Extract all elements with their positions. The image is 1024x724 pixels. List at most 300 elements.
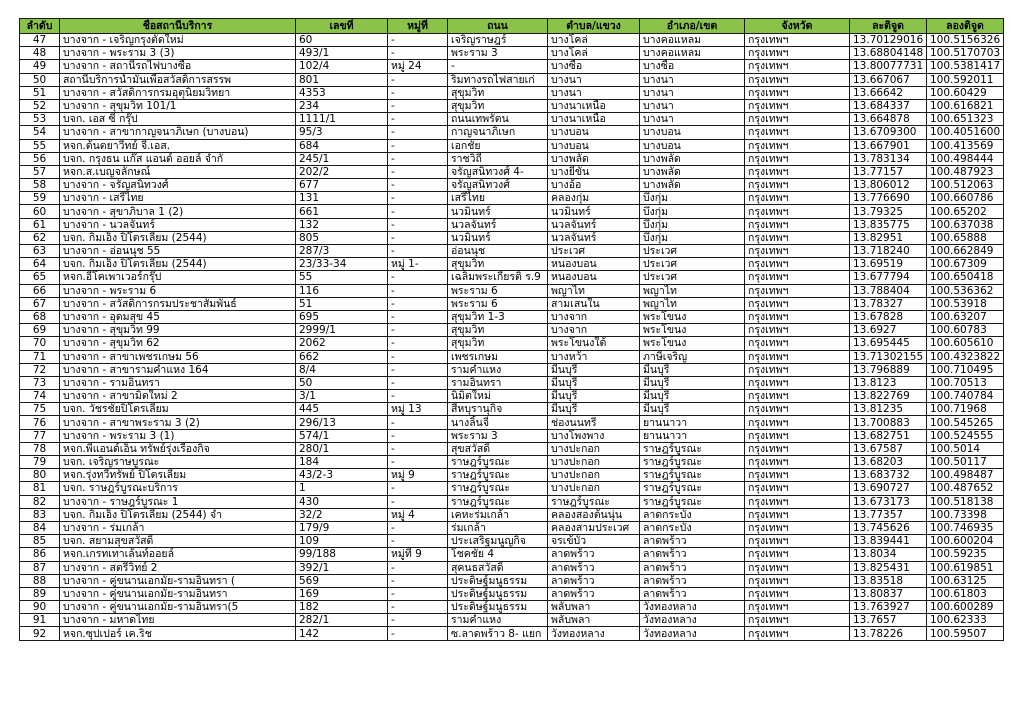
cell-no: 72 [20, 363, 60, 376]
cell-district: ลาดพร้าว [640, 548, 745, 561]
cell-road: สุคนธสวัสดิ์ [448, 561, 548, 574]
table-row [20, 614, 1004, 627]
cell-district: มีนบุรี [640, 403, 745, 416]
cell-no: 47 [20, 34, 60, 47]
cell-moo: - [388, 614, 448, 627]
cell-province: กรุงเทพฯ [745, 482, 850, 495]
table-row [20, 508, 1004, 521]
cell-name: บางจาก - ราษฎร์บูรณะ 1 [60, 495, 296, 508]
cell-district: ลาดพร้าว [640, 574, 745, 587]
cell-moo: - [388, 337, 448, 350]
cell-moo: - [388, 627, 448, 640]
cell-province: กรุงเทพฯ [745, 205, 850, 218]
cell-house-number: 184 [296, 456, 388, 469]
cell-lng: 100.50117 [927, 456, 1004, 469]
cell-lat: 13.67587 [850, 442, 927, 455]
cell-province: กรุงเทพฯ [745, 337, 850, 350]
cell-house-number: 1 [296, 482, 388, 495]
cell-subdistrict: บางโพงพาง [548, 429, 640, 442]
cell-subdistrict: มีนบุรี [548, 363, 640, 376]
cell-house-number: 677 [296, 179, 388, 192]
cell-house-number: 102/4 [296, 60, 388, 73]
cell-province: กรุงเทพฯ [745, 271, 850, 284]
cell-house-number: 32/2 [296, 508, 388, 521]
cell-name: บางจาก - จรัญสนิทวงศ์ [60, 179, 296, 192]
table-row [20, 403, 1004, 416]
cell-lat: 13.683732 [850, 469, 927, 482]
cell-no: 50 [20, 73, 60, 86]
table-row [20, 179, 1004, 192]
cell-province: กรุงเทพฯ [745, 73, 850, 86]
cell-moo: - [388, 482, 448, 495]
cell-house-number: 142 [296, 627, 388, 640]
cell-no: 88 [20, 574, 60, 587]
cell-house-number: 2062 [296, 337, 388, 350]
cell-name: บางจาก - อ่อนนุช 55 [60, 245, 296, 258]
cell-moo: - [388, 86, 448, 99]
cell-subdistrict: คลองสามประเวศ [548, 521, 640, 534]
cell-lat: 13.66642 [850, 86, 927, 99]
cell-name: บางจาก - สตรีวิทย์ 2 [60, 561, 296, 574]
cell-district: พญาไท [640, 297, 745, 310]
cell-house-number: 202/2 [296, 165, 388, 178]
cell-subdistrict: บางจาก [548, 324, 640, 337]
cell-road: ร่มเกล้า [448, 521, 548, 534]
cell-lng: 100.61803 [927, 587, 1004, 600]
cell-lat: 13.79325 [850, 205, 927, 218]
cell-lng: 100.67309 [927, 258, 1004, 271]
cell-house-number: 95/3 [296, 126, 388, 139]
cell-name: บางจาก - มหาดไทย [60, 614, 296, 627]
cell-road: ประดิษฐ์มนูธรรม [448, 601, 548, 614]
cell-road: นวมินทร์ [448, 231, 548, 244]
cell-subdistrict: บางจาก [548, 310, 640, 323]
cell-province: กรุงเทพฯ [745, 152, 850, 165]
cell-house-number: 3/1 [296, 390, 388, 403]
cell-lng: 100.65888 [927, 231, 1004, 244]
cell-house-number: 43/2-3 [296, 469, 388, 482]
cell-road: สุขุมวิท 1-3 [448, 310, 548, 323]
cell-moo: - [388, 297, 448, 310]
cell-lat: 13.667901 [850, 139, 927, 152]
cell-lng: 100.662849 [927, 245, 1004, 258]
cell-house-number: 132 [296, 218, 388, 231]
cell-lat: 13.682751 [850, 429, 927, 442]
cell-province: กรุงเทพฯ [745, 231, 850, 244]
cell-road: สุขุมวิท [448, 258, 548, 271]
table-row [20, 34, 1004, 47]
cell-lng: 100.498444 [927, 152, 1004, 165]
cell-district: บางพลัด [640, 179, 745, 192]
cell-road: ราษฎร์บูรณะ [448, 495, 548, 508]
cell-name: บางจาก - พระราม 3 (1) [60, 429, 296, 442]
cell-province: กรุงเทพฯ [745, 113, 850, 126]
cell-moo: - [388, 310, 448, 323]
cell-moo: - [388, 218, 448, 231]
cell-no: 77 [20, 429, 60, 442]
cell-road: ประดิษฐ์มนูธรรม [448, 574, 548, 587]
cell-moo: - [388, 574, 448, 587]
cell-house-number: 109 [296, 535, 388, 548]
cell-house-number: 116 [296, 284, 388, 297]
cell-name: บางจาก - สุขุมวิท 62 [60, 337, 296, 350]
cell-lng: 100.413569 [927, 139, 1004, 152]
column-header-lat: ละติจูด [850, 19, 927, 34]
cell-house-number: 662 [296, 350, 388, 363]
table-row [20, 165, 1004, 178]
cell-name: บางจาก - นวลจันทร์ [60, 218, 296, 231]
table-row [20, 601, 1004, 614]
column-header-house-number: เลขที่ [296, 19, 388, 34]
cell-district: พระโขนง [640, 310, 745, 323]
table-row [20, 47, 1004, 60]
cell-lat: 13.70129016 [850, 34, 927, 47]
cell-moo: - [388, 205, 448, 218]
table-row [20, 139, 1004, 152]
cell-house-number: 234 [296, 99, 388, 112]
cell-moo: - [388, 535, 448, 548]
cell-road: จรัญสนิทวงศ์ 4- [448, 165, 548, 178]
station-table [19, 18, 1004, 641]
table-row [20, 376, 1004, 389]
cell-province: กรุงเทพฯ [745, 429, 850, 442]
cell-house-number: 282/1 [296, 614, 388, 627]
cell-subdistrict: บางอ้อ [548, 179, 640, 192]
cell-moo: - [388, 561, 448, 574]
cell-name: บางจาก - พระราม 3 (3) [60, 47, 296, 60]
cell-subdistrict: คลองสองต้นนุ่น [548, 508, 640, 521]
cell-name: บางจาก - รามอินทรา [60, 376, 296, 389]
cell-no: 66 [20, 284, 60, 297]
cell-province: กรุงเทพฯ [745, 521, 850, 534]
cell-province: กรุงเทพฯ [745, 324, 850, 337]
cell-province: กรุงเทพฯ [745, 34, 850, 47]
cell-lng: 100.63125 [927, 574, 1004, 587]
cell-road: - [448, 60, 548, 73]
cell-name: หจก.ต้นตยาวีทย์ จี.เอส. [60, 139, 296, 152]
cell-name: บางจาก - สวัสดิการกรมอุตุนิยมวิทยา [60, 86, 296, 99]
cell-province: กรุงเทพฯ [745, 390, 850, 403]
cell-moo: - [388, 495, 448, 508]
cell-district: บางนา [640, 99, 745, 112]
cell-province: กรุงเทพฯ [745, 587, 850, 600]
cell-province: กรุงเทพฯ [745, 614, 850, 627]
cell-subdistrict: บางหว้า [548, 350, 640, 363]
cell-subdistrict: บางโคล่ [548, 34, 640, 47]
cell-subdistrict: บางโคล่ [548, 47, 640, 60]
cell-name: บางจาก - สุขาภิบาล 1 (2) [60, 205, 296, 218]
cell-name: บางจาก - สาขารามคำแหง 164 [60, 363, 296, 376]
cell-subdistrict: บางนา [548, 86, 640, 99]
cell-district: มีนบุรี [640, 376, 745, 389]
cell-house-number: 8/4 [296, 363, 388, 376]
cell-no: 69 [20, 324, 60, 337]
cell-road: ริมทางรถไฟสายเก่ [448, 73, 548, 86]
cell-lng: 100.746935 [927, 521, 1004, 534]
cell-district: พระโขนง [640, 324, 745, 337]
column-header-district: อำเภอ/เขต [640, 19, 745, 34]
cell-province: กรุงเทพฯ [745, 535, 850, 548]
cell-subdistrict: หนองบอน [548, 271, 640, 284]
cell-name: หจก.ซุปเปอร์ เค.ริช [60, 627, 296, 640]
cell-lat: 13.690727 [850, 482, 927, 495]
cell-road: พระราม 6 [448, 284, 548, 297]
cell-province: กรุงเทพฯ [745, 442, 850, 455]
table-row [20, 574, 1004, 587]
cell-road: เฉลิมพระเกียรติ ร.9 [448, 271, 548, 284]
cell-road: สุขสวัสดิ์ [448, 442, 548, 455]
cell-name: บางจาก - เจริญกรุงตัดใหม่ [60, 34, 296, 47]
table-row [20, 73, 1004, 86]
cell-district: ประเวศ [640, 271, 745, 284]
table-row [20, 587, 1004, 600]
cell-road: รามคำแหง [448, 614, 548, 627]
cell-name: บางจาก - สาขาพระราม 3 (2) [60, 416, 296, 429]
cell-no: 59 [20, 192, 60, 205]
cell-lat: 13.783134 [850, 152, 927, 165]
cell-subdistrict: บางปะกอก [548, 456, 640, 469]
cell-province: กรุงเทพฯ [745, 403, 850, 416]
cell-lat: 13.776690 [850, 192, 927, 205]
cell-district: บางพลัด [640, 165, 745, 178]
cell-lat: 13.81235 [850, 403, 927, 416]
cell-lat: 13.80077731 [850, 60, 927, 73]
cell-house-number: 430 [296, 495, 388, 508]
cell-subdistrict: มีนบุรี [548, 390, 640, 403]
cell-road: ประดิษฐ์มนูธรรม [448, 587, 548, 600]
cell-lat: 13.6709300 [850, 126, 927, 139]
cell-name: หจก.ส.เบญจลักษณ์ [60, 165, 296, 178]
cell-moo: - [388, 192, 448, 205]
cell-lng: 100.740784 [927, 390, 1004, 403]
cell-lng: 100.487652 [927, 482, 1004, 495]
cell-district: ภาษีเจริญ [640, 350, 745, 363]
cell-house-number: 574/1 [296, 429, 388, 442]
column-header-province: จังหวัด [745, 19, 850, 34]
cell-lng: 100.605610 [927, 337, 1004, 350]
cell-subdistrict: ประเวศ [548, 245, 640, 258]
cell-moo: - [388, 521, 448, 534]
cell-moo: - [388, 601, 448, 614]
cell-road: ซ.ลาดพร้าว 8- แยก [448, 627, 548, 640]
cell-district: มีนบุรี [640, 390, 745, 403]
cell-subdistrict: บางบอน [548, 126, 640, 139]
cell-moo: - [388, 113, 448, 126]
cell-district: วังทองหลาง [640, 614, 745, 627]
cell-district: บางนา [640, 113, 745, 126]
cell-house-number: 287/3 [296, 245, 388, 258]
cell-name: หจก.อีโคเพาเวอร์กรุ๊ป [60, 271, 296, 284]
cell-lng: 100.512063 [927, 179, 1004, 192]
cell-moo: - [388, 390, 448, 403]
column-header-moo: หมู่ที่ [388, 19, 448, 34]
cell-lat: 13.8123 [850, 376, 927, 389]
cell-name: บางจาก - คู่ขนานเอกมัย-รามอินทรา(5 [60, 601, 296, 614]
cell-subdistrict: บางบอน [548, 139, 640, 152]
cell-district: ราษฎร์บูรณะ [640, 456, 745, 469]
cell-house-number: 182 [296, 601, 388, 614]
cell-district: พระโขนง [640, 337, 745, 350]
cell-lat: 13.788404 [850, 284, 927, 297]
cell-name: หจก.เกรทเทาเล้นท์ออยล์ [60, 548, 296, 561]
cell-house-number: 169 [296, 587, 388, 600]
cell-lat: 13.700883 [850, 416, 927, 429]
cell-subdistrict: บางซื่อ [548, 60, 640, 73]
cell-district: ลาดกระบัง [640, 508, 745, 521]
table-body [20, 34, 1004, 641]
cell-lng: 100.651323 [927, 113, 1004, 126]
cell-subdistrict: ช่องนนทรี [548, 416, 640, 429]
cell-name: บางจาก - สุขุมวิท 99 [60, 324, 296, 337]
cell-lat: 13.78327 [850, 297, 927, 310]
table-row [20, 113, 1004, 126]
cell-lng: 100.487923 [927, 165, 1004, 178]
cell-road: สุขุมวิท [448, 324, 548, 337]
cell-name: บจก. กิมเอ็ง ปิโตรเลียม (2544) [60, 258, 296, 271]
cell-no: 63 [20, 245, 60, 258]
cell-moo: - [388, 284, 448, 297]
cell-subdistrict: นวลจันทร์ [548, 231, 640, 244]
cell-district: ราษฎร์บูรณะ [640, 495, 745, 508]
cell-no: 85 [20, 535, 60, 548]
cell-road: นิมิตใหม่ [448, 390, 548, 403]
column-header-road: ถนน [448, 19, 548, 34]
cell-lng: 100.536362 [927, 284, 1004, 297]
cell-name: บจก. กิมเอ็ง ปิโตรเลียม (2544) [60, 231, 296, 244]
cell-lng: 100.73398 [927, 508, 1004, 521]
cell-no: 65 [20, 271, 60, 284]
cell-district: วังทองหลาง [640, 627, 745, 640]
cell-province: กรุงเทพฯ [745, 126, 850, 139]
table-row [20, 152, 1004, 165]
cell-lat: 13.835775 [850, 218, 927, 231]
table-row [20, 284, 1004, 297]
cell-moo: - [388, 126, 448, 139]
column-header-name: ชื่อสถานีบริการ [60, 19, 296, 34]
table-row [20, 205, 1004, 218]
cell-house-number: 55 [296, 271, 388, 284]
cell-name: หจก.รุ่งทวีทรัพย์ ปิโตรเลียม [60, 469, 296, 482]
cell-province: กรุงเทพฯ [745, 139, 850, 152]
cell-lng: 100.65202 [927, 205, 1004, 218]
cell-province: กรุงเทพฯ [745, 297, 850, 310]
cell-subdistrict: นวมินทร์ [548, 205, 640, 218]
cell-district: บางนา [640, 86, 745, 99]
cell-subdistrict: มีนบุรี [548, 376, 640, 389]
cell-lng: 100.545265 [927, 416, 1004, 429]
cell-house-number: 99/188 [296, 548, 388, 561]
cell-road: นวมินทร์ [448, 205, 548, 218]
cell-lat: 13.822769 [850, 390, 927, 403]
cell-moo: - [388, 165, 448, 178]
cell-district: ลาดพร้าว [640, 535, 745, 548]
cell-no: 62 [20, 231, 60, 244]
cell-road: ราชวิถี [448, 152, 548, 165]
cell-house-number: 245/1 [296, 152, 388, 165]
table-row [20, 350, 1004, 363]
cell-district: ลาดพร้าว [640, 587, 745, 600]
table-row [20, 126, 1004, 139]
cell-moo: - [388, 587, 448, 600]
cell-lng: 100.60429 [927, 86, 1004, 99]
cell-subdistrict: ลาดพร้าว [548, 587, 640, 600]
cell-house-number: 280/1 [296, 442, 388, 455]
cell-no: 87 [20, 561, 60, 574]
station-table-sheet [19, 18, 1004, 641]
cell-moo: - [388, 245, 448, 258]
cell-lng: 100.59507 [927, 627, 1004, 640]
cell-lng: 100.62333 [927, 614, 1004, 627]
cell-road: พระราม 6 [448, 297, 548, 310]
cell-name: สถานีบริการน้ำมันเพื่อสวัสดิการสรรพ [60, 73, 296, 86]
cell-province: กรุงเทพฯ [745, 258, 850, 271]
cell-road: ราษฎร์บูรณะ [448, 456, 548, 469]
cell-no: 92 [20, 627, 60, 640]
cell-road: เคหะร่มเกล้า [448, 508, 548, 521]
cell-lng: 100.518138 [927, 495, 1004, 508]
cell-lng: 100.4323822 [927, 350, 1004, 363]
table-row [20, 86, 1004, 99]
cell-subdistrict: ลาดพร้าว [548, 574, 640, 587]
cell-subdistrict: บางปะกอก [548, 469, 640, 482]
cell-lng: 100.524555 [927, 429, 1004, 442]
cell-name: บางจาก - สาขาเพชรเกษม 56 [60, 350, 296, 363]
cell-moo: - [388, 363, 448, 376]
cell-no: 48 [20, 47, 60, 60]
cell-road: สุขุมวิท [448, 86, 548, 99]
cell-lng: 100.710495 [927, 363, 1004, 376]
cell-district: ยานนาวา [640, 429, 745, 442]
table-row [20, 310, 1004, 323]
cell-province: กรุงเทพฯ [745, 416, 850, 429]
cell-house-number: 131 [296, 192, 388, 205]
cell-road: เพชรเกษม [448, 350, 548, 363]
table-row [20, 218, 1004, 231]
cell-moo: - [388, 34, 448, 47]
cell-house-number: 51 [296, 297, 388, 310]
table-row [20, 363, 1004, 376]
cell-province: กรุงเทพฯ [745, 363, 850, 376]
cell-name: บางจาก - ร่มเกล้า [60, 521, 296, 534]
table-row [20, 429, 1004, 442]
cell-lat: 13.83518 [850, 574, 927, 587]
cell-no: 71 [20, 350, 60, 363]
table-row [20, 60, 1004, 73]
cell-lat: 13.67828 [850, 310, 927, 323]
cell-road: รามอินทรา [448, 376, 548, 389]
cell-province: กรุงเทพฯ [745, 495, 850, 508]
cell-road: ราษฎร์บูรณะ [448, 482, 548, 495]
table-row [20, 535, 1004, 548]
cell-house-number: 801 [296, 73, 388, 86]
cell-district: บึงกุ่ม [640, 218, 745, 231]
cell-province: กรุงเทพฯ [745, 192, 850, 205]
cell-no: 79 [20, 456, 60, 469]
cell-province: กรุงเทพฯ [745, 456, 850, 469]
cell-subdistrict: บางนาเหนือ [548, 113, 640, 126]
cell-road: โชคชัย 4 [448, 548, 548, 561]
cell-district: บางบอน [640, 126, 745, 139]
table-row [20, 495, 1004, 508]
cell-moo: หมู่ที่ 9 [388, 548, 448, 561]
cell-subdistrict: พญาไท [548, 284, 640, 297]
cell-road: นางลิ้นจี่ [448, 416, 548, 429]
cell-district: บึงกุ่ม [640, 192, 745, 205]
table-row [20, 297, 1004, 310]
cell-name: บจก. กรุงธน แก๊ส แอนด์ ออยล์ จำกั [60, 152, 296, 165]
cell-no: 83 [20, 508, 60, 521]
cell-lng: 100.5170703 [927, 47, 1004, 60]
